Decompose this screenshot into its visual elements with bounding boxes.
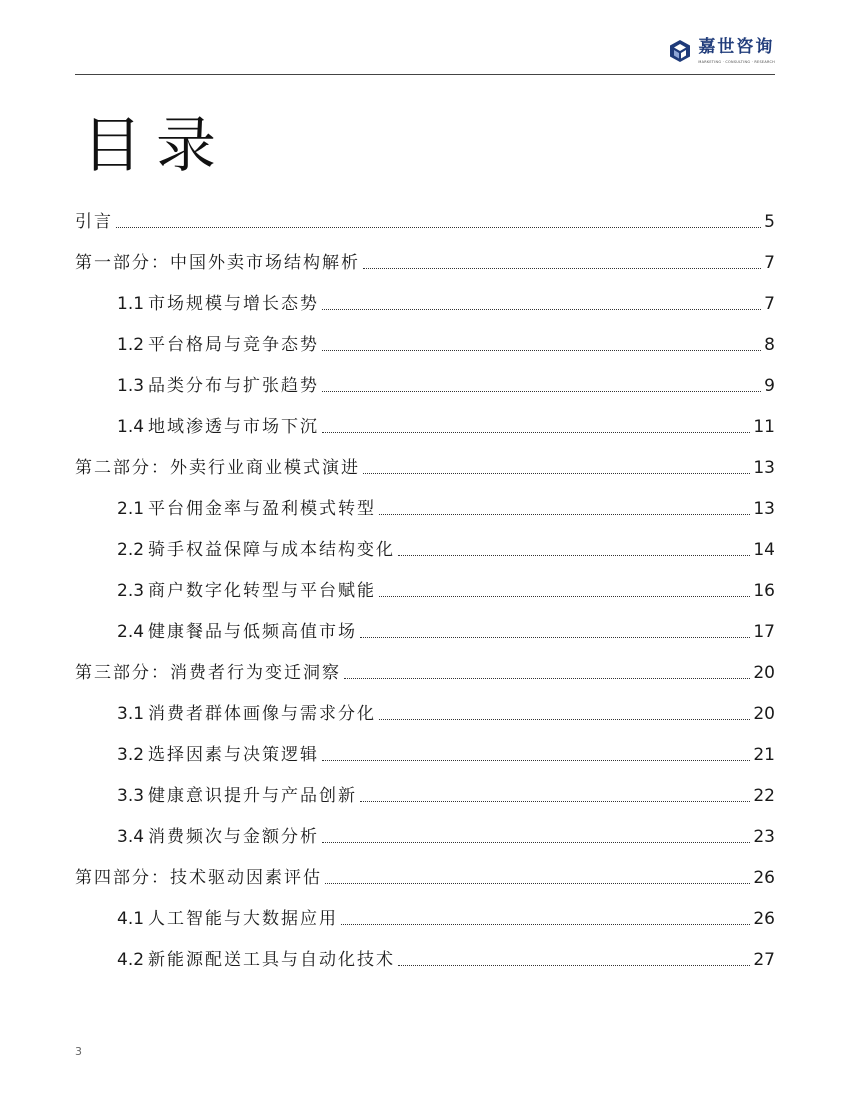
toc-entry-number: 3.2 — [117, 745, 145, 765]
toc-entry[interactable] — [75, 564, 775, 605]
toc-entry-number: 2.2 — [117, 540, 145, 560]
toc-dot-leader — [363, 267, 761, 269]
toc-entry-number: 1.3 — [117, 376, 145, 396]
toc-dot-leader — [322, 759, 750, 761]
toc-entry-page: 27 — [753, 950, 775, 970]
toc-entry-page: 26 — [753, 909, 775, 929]
toc-entry-label — [75, 864, 322, 892]
toc-entry-text: 选择因素与决策逻辑 — [148, 745, 320, 765]
toc-entry-page: 20 — [753, 704, 775, 724]
toc-entry[interactable] — [75, 277, 775, 318]
toc-entry-text: 引言 — [75, 212, 113, 232]
toc-entry-page: 22 — [753, 786, 775, 806]
toc-entry[interactable] — [75, 892, 775, 933]
brand-name: 嘉世咨询 — [698, 37, 775, 57]
toc-entry[interactable] — [75, 933, 775, 974]
brand-tagline: MARKETING · CONSULTING · RESEARCH — [698, 60, 775, 64]
toc-dot-leader — [398, 554, 750, 556]
toc-entry-label — [117, 372, 319, 400]
toc-entry-number: 2.4 — [117, 622, 145, 642]
toc-entry-label — [75, 454, 360, 482]
toc-entry-number: 2.1 — [117, 499, 145, 519]
toc-entry-number: 4.1 — [117, 909, 145, 929]
toc-entry-page: 21 — [753, 745, 775, 765]
toc-entry[interactable] — [75, 236, 775, 277]
toc-entry-label — [117, 290, 319, 318]
toc-entry[interactable] — [75, 482, 775, 523]
toc-entry-label — [117, 823, 319, 851]
toc-entry-page: 8 — [764, 335, 775, 355]
toc-dot-leader — [116, 226, 761, 228]
toc-entry[interactable] — [75, 441, 775, 482]
toc-entry-text: 第四部分：技术驱动因素评估 — [75, 868, 322, 888]
toc-entry-label — [117, 618, 357, 646]
toc-entry-label — [117, 413, 319, 441]
toc-entry-page: 7 — [764, 294, 775, 314]
toc-entry-label — [117, 741, 319, 769]
toc-entry[interactable] — [75, 728, 775, 769]
toc-entry-text: 健康餐品与低频高值市场 — [148, 622, 358, 642]
toc-dot-leader — [322, 349, 761, 351]
toc-dot-leader — [344, 677, 750, 679]
toc-entry-text: 消费者群体画像与需求分化 — [148, 704, 377, 724]
toc-dot-leader — [363, 472, 750, 474]
toc-entry-text: 地域渗透与市场下沉 — [148, 417, 320, 437]
toc-entry-page: 23 — [753, 827, 775, 847]
toc-dot-leader — [322, 431, 750, 433]
toc-entry[interactable] — [75, 605, 775, 646]
toc-dot-leader — [325, 882, 750, 884]
toc-entry-number: 2.3 — [117, 581, 145, 601]
toc-entry[interactable] — [75, 687, 775, 728]
toc-entry-text: 健康意识提升与产品创新 — [148, 786, 358, 806]
toc-entry-text: 人工智能与大数据应用 — [148, 909, 339, 929]
toc-entry-text: 市场规模与增长态势 — [148, 294, 320, 314]
toc-entry-number: 1.2 — [117, 335, 145, 355]
toc-entry[interactable] — [75, 523, 775, 564]
toc-dot-leader — [379, 595, 750, 597]
toc-entry-text: 第一部分：中国外卖市场结构解析 — [75, 253, 360, 273]
toc-entry-page: 16 — [753, 581, 775, 601]
toc-entry-text: 平台佣金率与盈利模式转型 — [148, 499, 377, 519]
toc-entry-page: 26 — [753, 868, 775, 888]
toc-dot-leader — [360, 800, 750, 802]
toc-entry[interactable] — [75, 646, 775, 687]
toc-entry-page: 13 — [753, 499, 775, 519]
toc-entry-page: 17 — [753, 622, 775, 642]
page-number: 3 — [75, 1045, 82, 1058]
toc-entry-label — [117, 495, 376, 523]
toc-entry-page: 5 — [764, 212, 775, 232]
toc-entry-text: 平台格局与竞争态势 — [148, 335, 320, 355]
toc-entry-label — [117, 946, 395, 974]
toc-entry-page: 20 — [753, 663, 775, 683]
toc-entry-label — [117, 577, 376, 605]
toc-entry-label — [117, 782, 357, 810]
toc-entry-page: 11 — [753, 417, 775, 437]
toc-dot-leader — [379, 513, 750, 515]
toc-entry[interactable] — [75, 195, 775, 236]
toc-entry-label — [117, 536, 395, 564]
brand-mark-icon — [668, 39, 692, 63]
brand-logo — [668, 36, 775, 70]
table-of-contents — [75, 195, 775, 974]
toc-entry[interactable] — [75, 359, 775, 400]
toc-dot-leader — [322, 841, 750, 843]
toc-entry-page: 9 — [764, 376, 775, 396]
toc-entry-label — [117, 905, 338, 933]
page-header — [75, 30, 775, 75]
toc-entry[interactable] — [75, 851, 775, 892]
toc-entry-text: 第二部分：外卖行业商业模式演进 — [75, 458, 360, 478]
toc-entry-number: 1.4 — [117, 417, 145, 437]
toc-entry-label — [117, 700, 376, 728]
toc-entry-number: 3.1 — [117, 704, 145, 724]
toc-entry-label — [75, 208, 113, 236]
toc-entry[interactable] — [75, 810, 775, 851]
toc-entry-label — [75, 249, 360, 277]
toc-entry-page: 13 — [753, 458, 775, 478]
toc-entry-text: 消费频次与金额分析 — [148, 827, 320, 847]
toc-entry-text: 商户数字化转型与平台赋能 — [148, 581, 377, 601]
toc-entry-text: 第三部分：消费者行为变迁洞察 — [75, 663, 341, 683]
toc-entry-number: 4.2 — [117, 950, 145, 970]
toc-dot-leader — [322, 390, 761, 392]
toc-entry[interactable] — [75, 769, 775, 810]
toc-entry-text: 品类分布与扩张趋势 — [148, 376, 320, 396]
toc-entry-text: 新能源配送工具与自动化技术 — [148, 950, 396, 970]
toc-entry[interactable] — [75, 318, 775, 359]
toc-entry-number: 3.4 — [117, 827, 145, 847]
toc-entry-number: 3.3 — [117, 786, 145, 806]
toc-dot-leader — [360, 636, 750, 638]
toc-entry-text: 骑手权益保障与成本结构变化 — [148, 540, 396, 560]
toc-entry-number: 1.1 — [117, 294, 145, 314]
toc-title: 目录 — [82, 111, 230, 181]
toc-dot-leader — [322, 308, 761, 310]
toc-entry-page: 14 — [753, 540, 775, 560]
toc-entry-label — [117, 331, 319, 359]
toc-dot-leader — [379, 718, 750, 720]
toc-entry[interactable] — [75, 400, 775, 441]
toc-entry-page: 7 — [764, 253, 775, 273]
toc-dot-leader — [341, 923, 750, 925]
toc-entry-label — [75, 659, 341, 687]
toc-dot-leader — [398, 964, 750, 966]
